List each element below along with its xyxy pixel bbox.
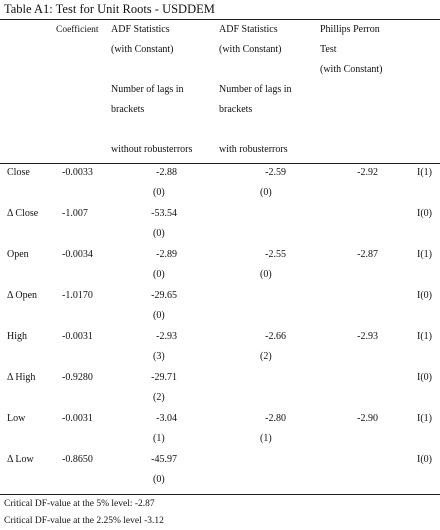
coefficient-cell: -0.0033 [62, 167, 93, 178]
header-adf1-line: ADF Statistics [111, 24, 170, 35]
adf-with-robust-lag: (0) [260, 269, 272, 280]
adf-without-robust-lag: (1) [153, 433, 165, 444]
header-adf1-line: Number of lags in [111, 84, 184, 95]
header-pp-line: Test [320, 44, 337, 55]
coefficient-cell: -0.0031 [62, 413, 93, 424]
integration-order-cell: I(0) [417, 372, 432, 383]
row-label: Δ Close [7, 208, 39, 219]
coefficient-cell: -1.0170 [62, 290, 93, 301]
header-adf2-line: with robusterrors [219, 144, 288, 155]
adf-with-robust-lag: (2) [260, 351, 272, 362]
adf-without-robust-cell: -29.71 [151, 372, 177, 383]
phillips-perron-cell: -2.90 [357, 413, 378, 424]
footnote-critical-5: Critical DF-value at the 5% level: -2.87 [4, 499, 155, 509]
integration-order-cell: I(1) [417, 167, 432, 178]
adf-with-robust-lag: (1) [260, 433, 272, 444]
row-label: Δ High [7, 372, 36, 383]
coefficient-cell: -1.007 [62, 208, 88, 219]
header-adf1-line [111, 60, 192, 80]
coefficient-cell: -0.0034 [62, 249, 93, 260]
coefficient-cell: -0.0031 [62, 331, 93, 342]
row-label: Low [7, 413, 26, 424]
table-title: Table A1: Test for Unit Roots - USDDEM [4, 2, 215, 16]
bottom-rule [0, 494, 440, 495]
header-phillips-perron [320, 20, 383, 80]
adf-without-robust-lag: (0) [153, 474, 165, 485]
adf-without-robust-lag: (0) [153, 187, 165, 198]
header-adf-without-robust [111, 20, 192, 160]
header-adf-with-robust [219, 20, 292, 160]
header-adf2-line [219, 120, 292, 140]
header-adf2-line: ADF Statistics [219, 24, 278, 35]
integration-order-cell: I(1) [417, 249, 432, 260]
adf-with-robust-lag: (0) [260, 187, 272, 198]
header-adf2-line: (with Constant) [219, 44, 282, 55]
phillips-perron-cell: -2.93 [357, 331, 378, 342]
adf-with-robust-cell: -2.59 [265, 167, 286, 178]
row-label: Close [7, 167, 30, 178]
adf-without-robust-cell: -2.88 [156, 167, 177, 178]
header-adf2-line: brackets [219, 104, 253, 115]
adf-without-robust-cell: -2.89 [156, 249, 177, 260]
row-label: Δ Low [7, 454, 34, 465]
row-label: High [7, 331, 27, 342]
integration-order-cell: I(0) [417, 208, 432, 219]
adf-without-robust-cell: -3.04 [156, 413, 177, 424]
adf-without-robust-lag: (0) [153, 310, 165, 321]
header-adf1-line: (with Constant) [111, 44, 174, 55]
row-label: Δ Open [7, 290, 38, 301]
header-rule [0, 163, 440, 164]
adf-with-robust-cell: -2.80 [265, 413, 286, 424]
header-pp-line: (with Constant) [320, 64, 383, 75]
phillips-perron-cell: -2.87 [357, 249, 378, 260]
header-adf1-line: brackets [111, 104, 145, 115]
footnote-critical-2-25: Critical DF-value at the 2.25% level -3.12 [4, 516, 164, 526]
adf-without-robust-cell: -53.54 [151, 208, 177, 219]
adf-without-robust-cell: -29.65 [151, 290, 177, 301]
header-adf1-line [111, 120, 192, 140]
row-label: Open [7, 249, 29, 260]
coefficient-cell: -0.9280 [62, 372, 93, 383]
adf-with-robust-cell: -2.66 [265, 331, 286, 342]
adf-without-robust-lag: (0) [153, 228, 165, 239]
integration-order-cell: I(1) [417, 331, 432, 342]
phillips-perron-cell: -2.92 [357, 167, 378, 178]
header-adf2-line [219, 60, 292, 80]
adf-with-robust-cell: -2.55 [265, 249, 286, 260]
adf-without-robust-cell: -45.97 [151, 454, 177, 465]
adf-without-robust-lag: (3) [153, 351, 165, 362]
integration-order-cell: I(1) [417, 413, 432, 424]
adf-without-robust-cell: -2.93 [156, 331, 177, 342]
integration-order-cell: I(0) [417, 454, 432, 465]
header-adf2-line: Number of lags in [219, 84, 292, 95]
coefficient-cell: -0.8650 [62, 454, 93, 465]
adf-without-robust-lag: (0) [153, 269, 165, 280]
adf-without-robust-lag: (2) [153, 392, 165, 403]
header-coefficient: Coefficient [56, 25, 99, 35]
header-pp-line: Phillips Perron [320, 24, 380, 35]
header-adf1-line: without robusterrors [111, 144, 193, 155]
integration-order-cell: I(0) [417, 290, 432, 301]
